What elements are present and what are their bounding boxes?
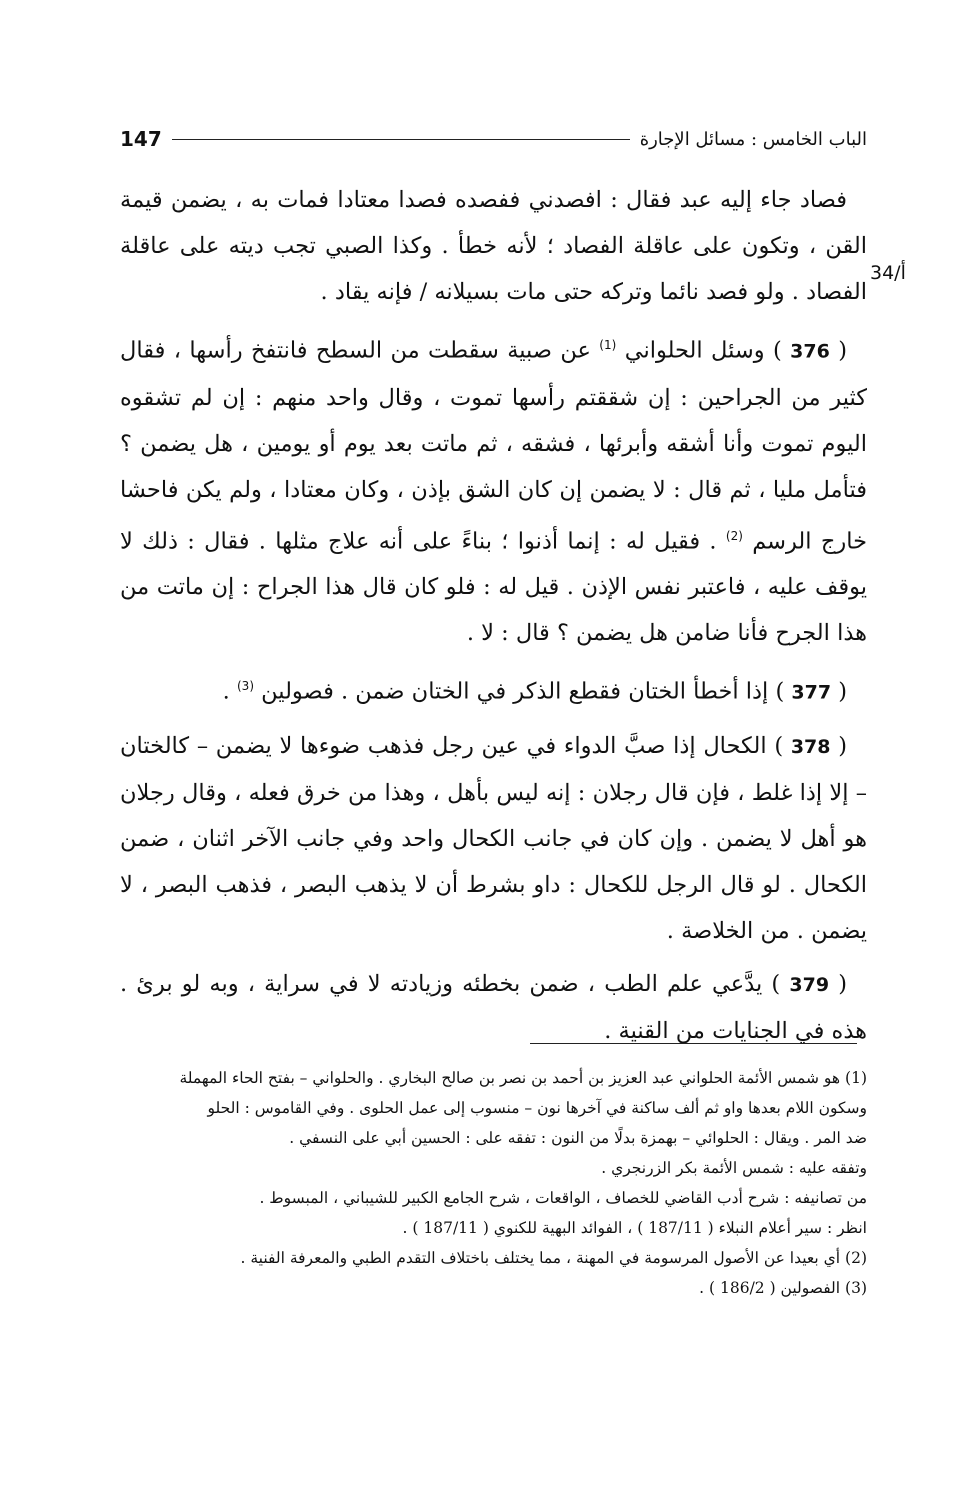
paragraph-text: وسئل الحلواني (624, 337, 765, 364)
paragraph-text: يدَّعي علم الطب ، ضمن بخطئه وزيادته لا في سراية ، وبه لو برئ . هذه في الجنايات من القنية . (120, 970, 867, 1044)
footnote-line: من تصانيفه : شرح أدب القاضي للخصاف ، الواقعات ، شرح الجامع الكبير للشيباني ، المبسوط . (259, 1189, 867, 1207)
footnote-line: (2) أي بعيدا عن الأصول المرسومة في المهنة ، مما يختلف باختلاف التقدم الطبي والمعرفة الفنية . (240, 1249, 867, 1267)
footnote-line: ضد المر . ويقال : الحلوائي – بهمزة بدلًا من النون : تفقه على : الحسين أبي على النسفي . (289, 1129, 867, 1147)
paragraph-379: ( 379 ) يدَّعي علم الطب ، ضمن بخطئه وزيادته لا في سراية ، وبه لو برئ . هذه في الجنايات من القنية . (120, 970, 867, 1044)
header-rule (172, 139, 630, 140)
paragraph-continuation (120, 177, 867, 315)
paragraph-376: ( 376 ) وسئل الحلواني $^{(1)}$ عن صبية سقطت من السطح فانتفخ رأسها ، فقال كثير من الجراحين : إن شققتم رأسها تموت ، وقال واحد منهم : إن لم تشقوه اليوم تموت وأنا أشقه وأبرئها ، فشقه ، ثم ماتت بعد يوم أو يومين ، هل يضمن ؟ فتأمل مليا ، ثم قال : لا يضمن إن كان الشق بإذن ، وكان معتادا ، ولم يكن فاحشا خارج الرسم $^{(2)}$ . فقيل له : إنما أذنوا ؛ بناءً على أنه علاج مثلها . فقال : ذلك لا يوقف عليه ، فاعتبر نفس الإذن . قيل له : فلو كان قال هذا الجراح : إن ماتت من هذا الجرح فأنا ضامن هل يضمن ؟ قال : لا . (120, 337, 867, 646)
paragraph-text: . (222, 678, 230, 705)
footnote-ref-2: (2) (725, 528, 743, 543)
footnote-ref-3: (3) (236, 679, 254, 693)
paragraph-text: الكحال إذا صبَّ الدواء في عين رجل فذهب ضوءها لا يضمن – كالختان – إلا إذا غلط ، فإن قال رجلان : إنه ليس بأهل ، وهذا من خرق فعله ، وقال رجلان هو أهل لا يضمن . وإن كان في جانب الكحال واحد وفي جانب الآخر اثنان ، ضمن الكحال . لو قال الرجل للكحال : داو بشرط أن لا يذهب البصر ، فذهب البصر ، لا يضمن . من الخلاصة . (120, 732, 867, 944)
footnote-line: (3) الفصولين ( 186/2 ) . (699, 1279, 867, 1297)
running-header (120, 122, 867, 156)
page-number: 147 (120, 127, 162, 151)
footnote-line: (1) هو شمس الأئمة الحلواني عبد العزيز بن أحمد بن نصر بن صالح البخاري . والحلواني – بفتح الحاء المهملة (179, 1069, 867, 1087)
issue-number: 379 (789, 973, 830, 996)
paragraph-text: عن صبية سقطت من السطح فانتفخ رأسها ، فقال كثير من الجراحين : إن شققتم رأسها تموت ، وقال واحد منهم : إن لم تشقوه اليوم تموت وأنا أشقه وأبرئها ، فشقه ، ثم ماتت بعد يوم أو يومين ، هل يضمن ؟ فتأمل مليا ، ثم قال : لا يضمن إن كان الشق بإذن ، وكان معتادا ، ولم يكن فاحشا خارج الرسم (120, 337, 867, 554)
manuscript-folio-marker: 34/أ (870, 262, 906, 284)
chapter-title: الباب الخامس : مسائل الإجارة (639, 128, 867, 150)
footnote-separator (530, 1043, 857, 1044)
paragraph-377: ( 377 ) إذا أخطأ الختان فقطع الذكر في الختان ضمن . فصولين $^{(3)}$ . (222, 678, 847, 705)
footnote-line: وتفقه عليه : شمس الأئمة بكر الزرنجري . (601, 1159, 867, 1177)
issue-number: 378 (790, 735, 831, 758)
footnote-line: انظر : سير أعلام النبلاء ( 187/11 ) ، الفوائد البهية للكنوي ( 187/11 ) . (402, 1219, 867, 1237)
issue-number: 376 (790, 340, 830, 363)
paragraph-text: فصاد جاء إليه عبد فقال : افصدني ففصده فصدا معتادا فمات به ، يضمن قيمة القن ، وتكون على عاقلة الفصاد ؛ لأنه خطأ . وكذا الصبي تجب ديته على عاقلة الفصاد . ولو فصد نائما وتركه حتى مات بسيلانه / فإنه يقاد . (120, 187, 867, 305)
paragraph-text: إذا أخطأ الختان فقطع الذكر في الختان ضمن . فصولين (261, 678, 769, 705)
footnotes (120, 1063, 867, 1303)
issue-number: 377 (791, 681, 832, 704)
paragraph-378: ( 378 ) الكحال إذا صبَّ الدواء في عين رجل فذهب ضوءها لا يضمن – كالختان – إلا إذا غلط ، فإن قال رجلان : إنه ليس بأهل ، وهذا من خرق فعله ، وقال رجلان هو أهل لا يضمن . وإن كان في جانب الكحال واحد وفي جانب الآخر اثنان ، ضمن الكحال . لو قال الرجل للكحال : داو بشرط أن لا يذهب البصر ، فذهب البصر ، لا يضمن . من الخلاصة . (120, 732, 867, 944)
main-text (120, 177, 867, 1061)
paragraph-text: . فقيل له : إنما أذنوا ؛ بناءً على أنه علاج مثلها . فقال : ذلك لا يوقف عليه ، فاعتبر نفس الإذن . قيل له : فلو كان قال هذا الجراح : إن ماتت من هذا الجرح فأنا ضامن هل يضمن ؟ قال : لا . (120, 528, 867, 646)
footnote-ref-1: (1) (599, 338, 617, 352)
footnote-line: وسكون اللام بعدها واو ثم ألف ساكنة في آخرها نون – منسوب إلى عمل الحلوى . وفي القاموس : الحلو (207, 1099, 867, 1117)
